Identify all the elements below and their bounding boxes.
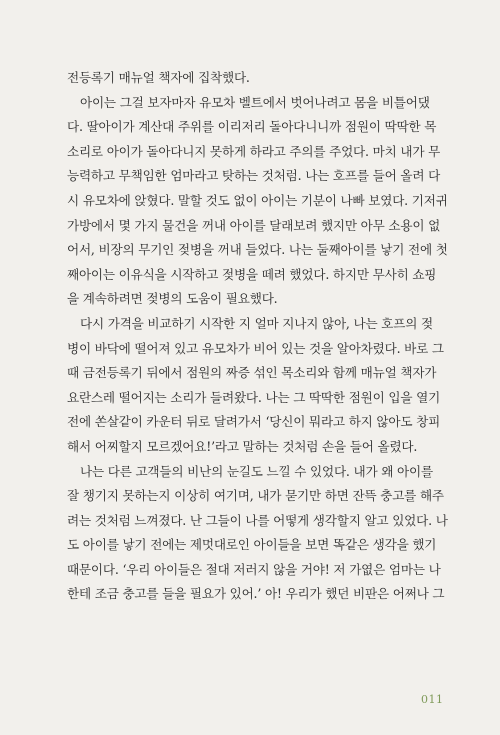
text-line: 도 아이를 낳기 전에는 제멋대로인 아이들을 보면 똑같은 생각을 했기 (67, 537, 437, 553)
text-line: 째아이는 이유식을 시작하고 젖병을 떼려 했었다. 하지만 무사히 쇼핑 (67, 266, 437, 282)
text-line: 려는 것처럼 느껴졌다. 난 그들이 나를 어떻게 생각할지 알고 있었다. 나 (67, 512, 448, 528)
text-line: 한테 조금 충고를 들을 필요가 있어.’ 아! 우리가 했던 비판은 어쩌나 그 (67, 586, 445, 602)
paragraph-start-line: 다시 가격을 비교하기 시작한 지 얼마 지나지 않아, 나는 호프의 젖 (80, 315, 433, 331)
paragraph-start-line: 아이는 그걸 보자마자 유모차 벨트에서 벗어나려고 몸을 비틀어댔 (80, 94, 430, 110)
text-line: 소리로 아이가 돌아다니지 못하게 하라고 주의를 주었다. 마치 내가 무 (67, 143, 441, 159)
paragraph-start-line: 나는 다른 고객들의 비난의 눈길도 느낄 수 있었다. 내가 왜 아이를 (80, 463, 433, 479)
text-line: 가방에서 몇 가지 물건을 꺼내 아이를 달래보려 했지만 아무 소용이 없 (67, 217, 441, 233)
text-line: 다. 딸아이가 계산대 주위를 이리저리 돌아다니니까 점원이 딱딱한 목 (67, 119, 437, 135)
text-line: 때 금전등록기 뒤에서 점원의 짜증 섞인 목소리와 함께 매뉴얼 책자가 (67, 365, 437, 381)
text-line: 해서 어찌할지 모르겠어요!’라고 말하는 것처럼 손을 들어 올렸다. (67, 438, 418, 454)
text-line: 전에 쏜살같이 카운터 뒤로 달려가서 ‘당신이 뭐라고 하지 않아도 창피 (67, 414, 441, 430)
text-line: 병이 바닥에 떨어져 있고 유모차가 비어 있는 것을 알아차렸다. 바로 그 (67, 340, 444, 356)
text-line: 때문이다. ‘우리 아이들은 절대 저러지 않을 거야! 저 가엾은 엄마는 나 (67, 561, 441, 577)
text-line: 잘 챙기지 못하는지 이상히 여기며, 내가 묻기만 하면 잔뜩 충고를 해주 (67, 488, 444, 504)
page-number: 011 (421, 693, 444, 706)
text-line: 능력하고 무책임한 엄마라고 탓하는 것처럼. 나는 호프를 들어 올려 다 (67, 168, 441, 184)
body-text (67, 66, 448, 607)
text-line: 전등록기 매뉴얼 책자에 집착했다. (67, 70, 250, 85)
text-line: 시 유모차에 앉혔다. 말할 것도 없이 아이는 기분이 나빠 보였다. 기저귀 (67, 192, 448, 208)
text-line: 을 계속하려면 젖병의 도움이 필요했다. (67, 291, 278, 307)
text-line: 어서, 비장의 무기인 젖병을 꺼내 들었다. 나는 둘째아이를 낳기 전에 첫 (67, 242, 448, 258)
text-line: 요란스레 떨어지는 소리가 들려왔다. 나는 그 딱딱한 점원이 입을 열기 (67, 389, 441, 405)
